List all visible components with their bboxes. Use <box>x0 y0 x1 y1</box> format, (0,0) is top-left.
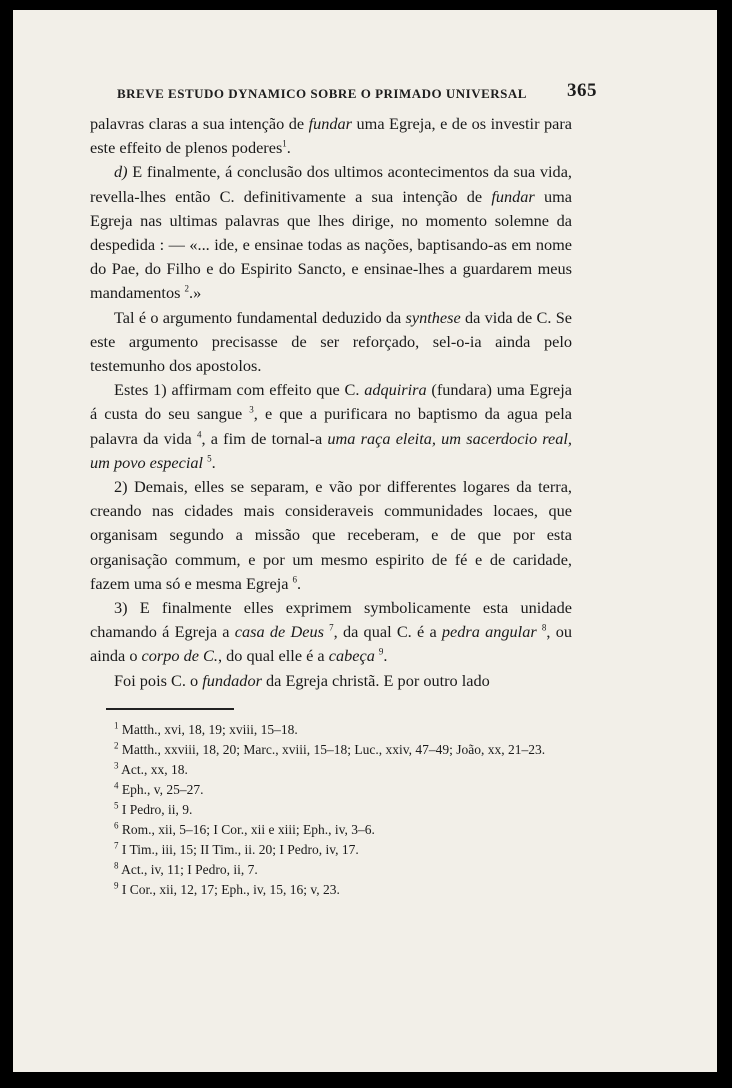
footnote-ref: 7 <box>329 622 334 633</box>
page-number: 365 <box>567 80 597 101</box>
footnote: $^4$ Eph., v, 25–27. <box>114 780 204 797</box>
footnotes <box>90 720 572 900</box>
footnote: $^2$ Matth., xxviii, 18, 20; Marc., xviii, 15–18; Luc., xxiv, 47–49; João, xx, 21–23. <box>114 740 546 757</box>
footnote-ref: 8 <box>541 622 547 633</box>
footnote: $^5$ I Pedro, ii, 9. <box>114 800 193 817</box>
footnote-ref: 6 <box>292 574 298 585</box>
paragraph-2: d) E finalmente, á conclusão dos ultimos acontecimentos da sua vida, revella-lhes então C. definitivamente a sua intenção de fundar uma Egreja nas ultimas palavras que lhes dirige, no momento solemne da despedida : — «... ide, e ensinae todas as nações, baptisando-as em nome do Pae, do Filho e do Espirito Sancto, e ensinae-lhes a guardarem meus mandamentos $^2$.» <box>90 162 572 303</box>
footnote-ref: 3 <box>249 405 254 416</box>
footnote-ref: 9 <box>378 647 384 658</box>
paragraph-1: palavras claras a sua intenção de fundar uma Egreja, e de os investir para este effeito de plenos poderes$^1$. <box>90 114 572 158</box>
footnote-ref: 2 <box>184 284 190 294</box>
footnote: $^8$ Act., iv, 11; I Pedro, ii, 7. <box>114 860 258 877</box>
header-title: BREVE ESTUDO DYNAMICO SOBRE O PRIMADO UNIVERSAL <box>117 86 527 101</box>
footnote-ref: 4 <box>196 429 202 440</box>
paragraph-6: 3) E finalmente elles exprimem symbolicamente esta unidade chamando á Egreja a casa de Deus $^7$, da qual C. é a pedra angular $^8$, ou ainda o corpo de C., do qual elle é a cabeça $^9$. <box>90 598 573 666</box>
footnote-separator <box>106 708 234 710</box>
paragraph-3: Tal é o argumento fundamental deduzido da synthese da vida de C. Se este argumento precisasse de ser reforçado, sel-o-ia ainda pelo testemunho dos apostolos. <box>90 307 573 376</box>
footnote: $^3$ Act., xx, 18. <box>114 760 188 777</box>
book-page <box>13 10 717 1072</box>
paragraph-7: Foi pois C. o fundador da Egreja christã. E por outro lado <box>114 670 490 690</box>
main-text <box>90 112 572 693</box>
paragraph-4: Estes 1) affirmam com effeito que C. adquirira (fundara) uma Egreja á custa do seu sangue $^3$, e que a purificara no baptismo da agua pela palavra da vida $^4$, a fim de tornal-a uma raça eleita, um sacerdocio real, um povo especial $^5$. <box>90 380 573 472</box>
paragraph-5: 2) Demais, elles se separam, e vão por differentes logares da terra, creando nas cidades mais consideraveis communidades locaes, que organisam segundo a missão que receberam, e de que por esta organisação commum, e por um mesmo espirito de fé e de caridade, fazem uma só e mesma Egreja $^6$. <box>90 477 572 593</box>
footnote: $^1$ Matth., xvi, 18, 19; xviii, 15–18. <box>114 720 298 737</box>
footnote: $^6$ Rom., xii, 5–16; I Cor., xii e xiii; Eph., iv, 3–6. <box>114 820 375 837</box>
footnote: $^9$ I Cor., xii, 12, 17; Eph., iv, 15, 16; v, 23. <box>114 880 340 897</box>
footnote-ref: 5 <box>207 453 212 464</box>
footnote: $^7$ I Tim., iii, 15; II Tim., ii. 20; I Pedro, iv, 17. <box>114 840 359 857</box>
footnote-ref: 1 <box>282 138 287 149</box>
running-header <box>117 76 597 106</box>
